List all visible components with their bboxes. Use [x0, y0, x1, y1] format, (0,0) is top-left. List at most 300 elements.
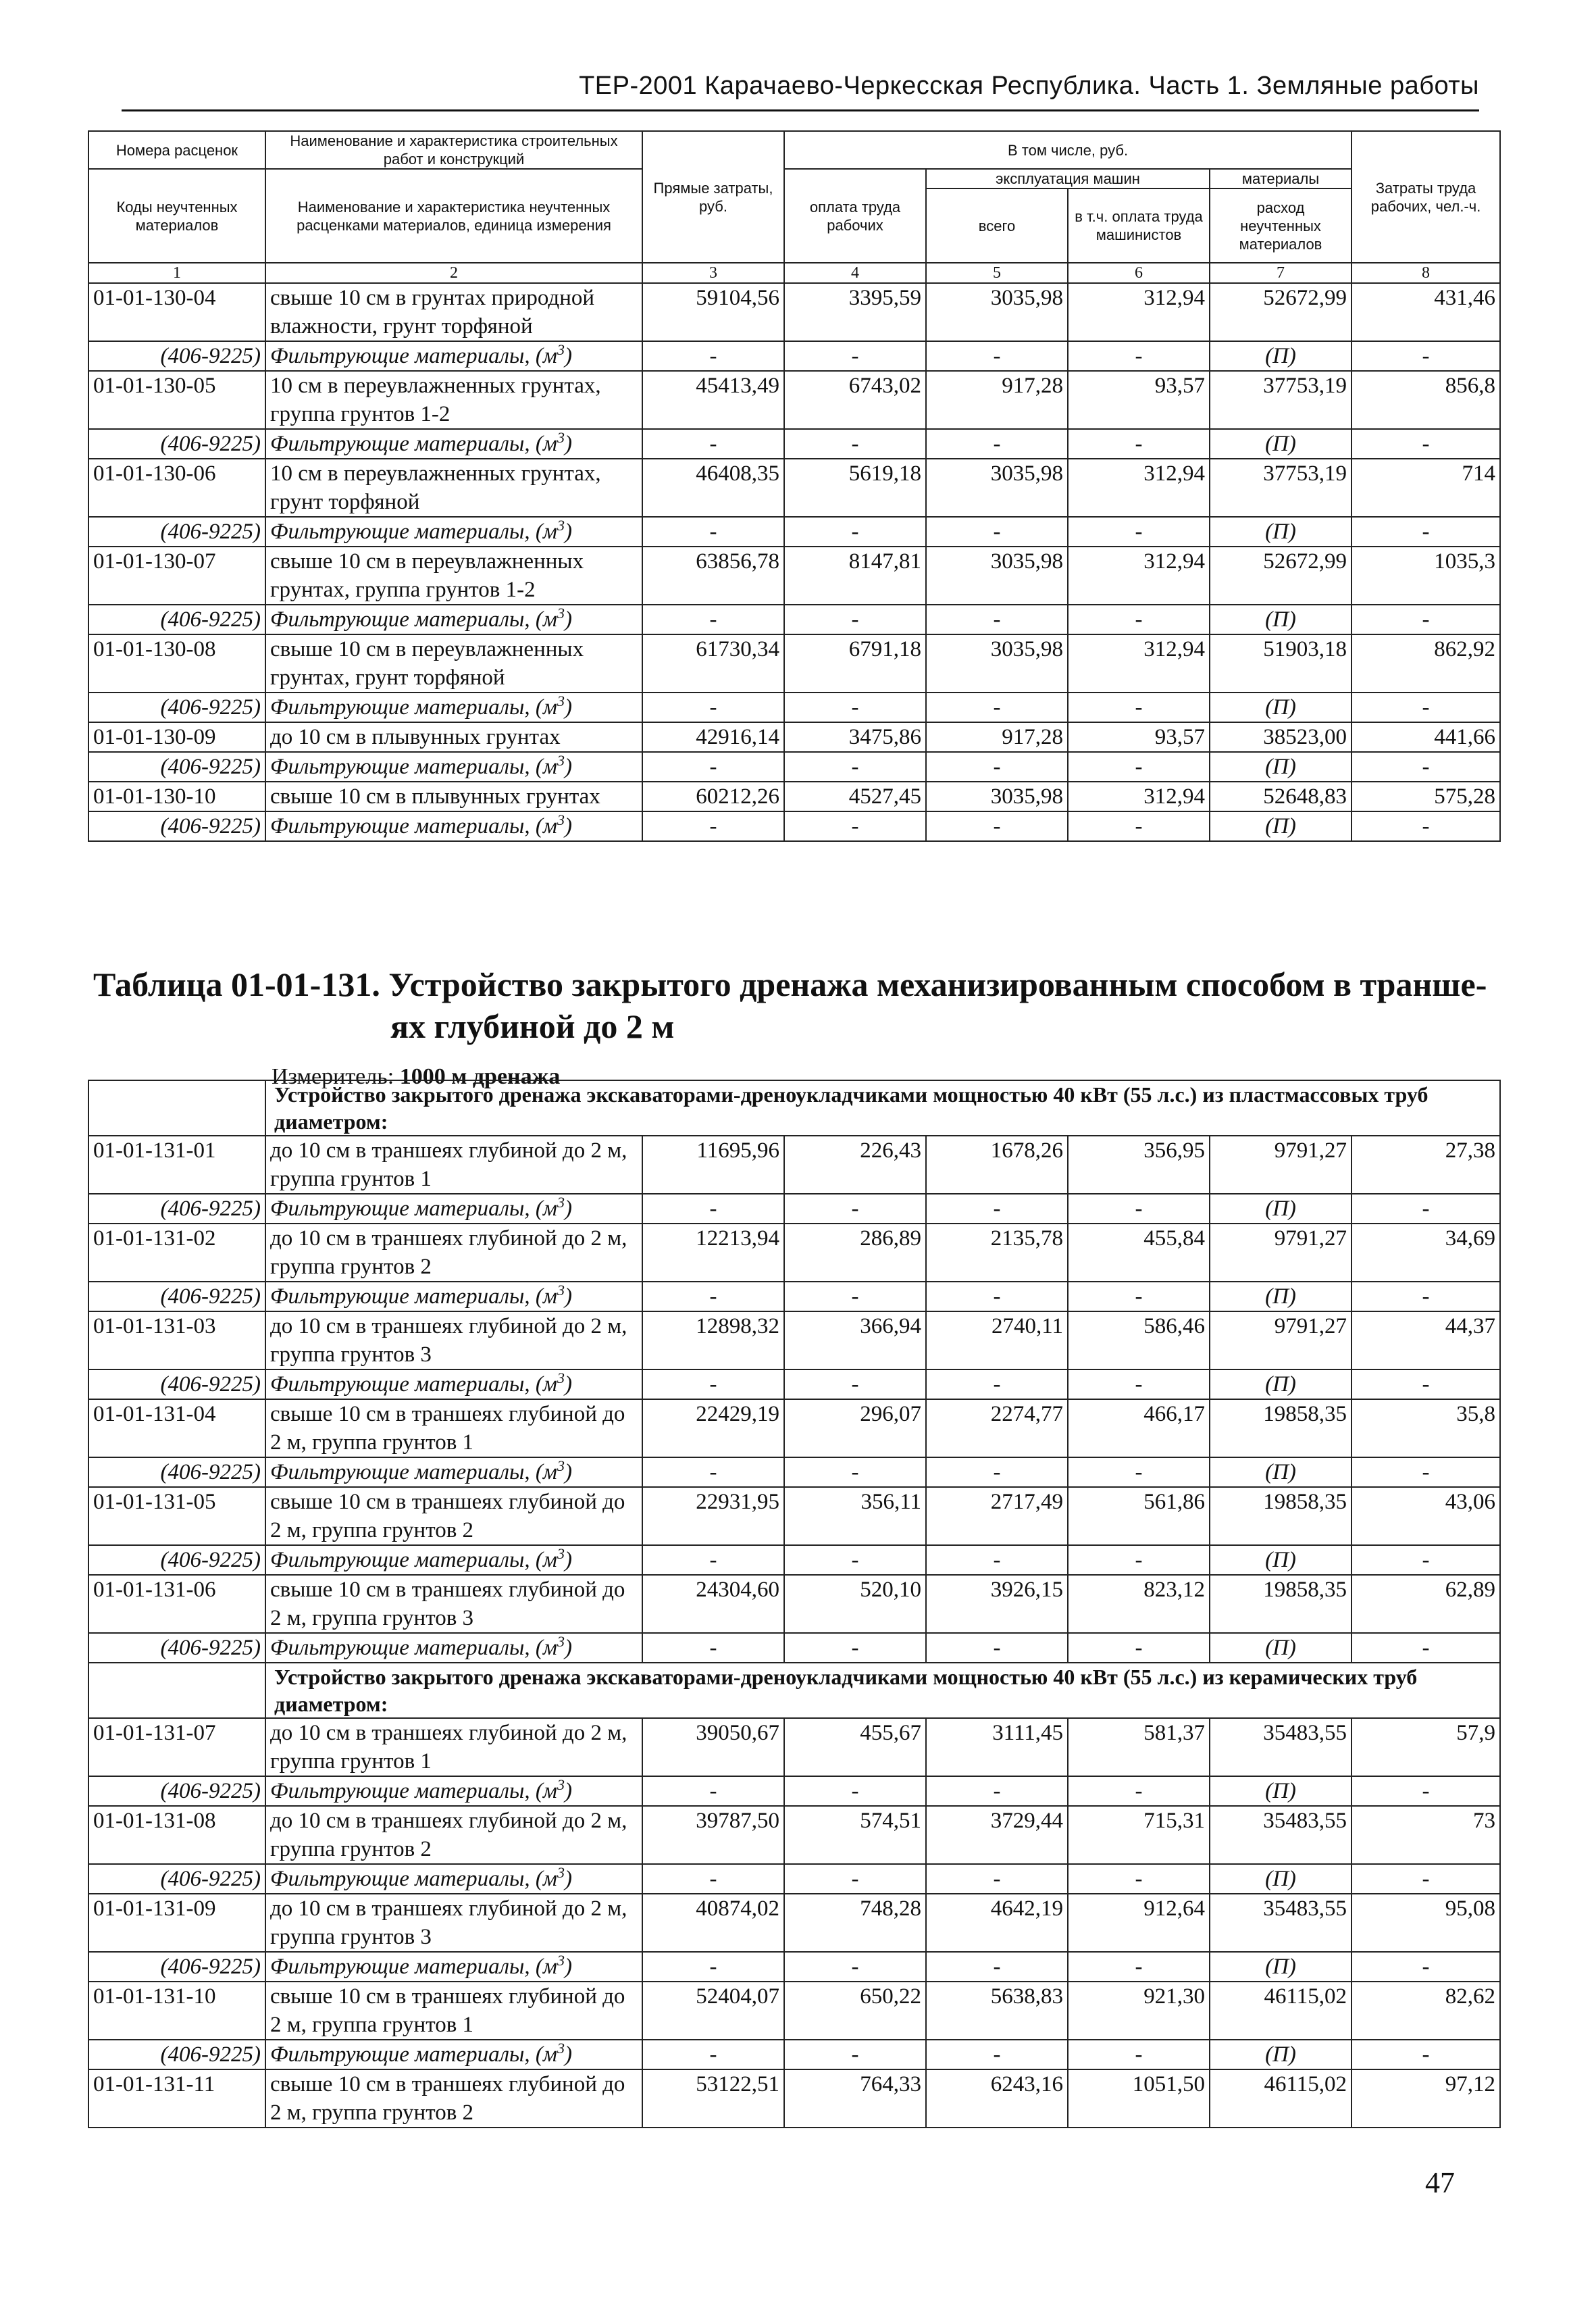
rate-machines-pay: 93,57: [1068, 371, 1210, 429]
empty-value-dash: -: [926, 605, 1068, 634]
material-price-mark: (П): [1210, 341, 1352, 371]
material-name-text: Фильтрующие материалы, (м: [270, 1779, 557, 1803]
rate-row: [88, 1575, 1500, 1633]
material-code: (406-9225): [88, 693, 265, 722]
material-code: (406-9225): [88, 1545, 265, 1575]
header-materials: материалы: [1210, 169, 1352, 188]
material-name-text: Фильтрующие материалы, (м: [270, 1867, 557, 1891]
material-price-mark: (П): [1210, 1282, 1352, 1311]
empty-value-dash: -: [1352, 1633, 1500, 1663]
rate-labor-hours: 34,69: [1352, 1224, 1500, 1282]
header-codes-bottom: Коды неучтенных материалов: [88, 169, 265, 263]
rate-labor-hours: 431,46: [1352, 283, 1500, 341]
table-title-block: [88, 945, 1499, 1092]
rate-name: свыше 10 см в плывунных грунтах: [265, 782, 642, 811]
rate-name: до 10 см в траншеях глубиной до 2 м, группа грунтов 1: [265, 1136, 642, 1194]
material-price-mark: (П): [1210, 517, 1352, 547]
rate-name: до 10 см в траншеях глубиной до 2 м, группа грунтов 2: [265, 1224, 642, 1282]
material-name-close: ): [564, 755, 572, 779]
rate-labor-hours: 35,8: [1352, 1399, 1500, 1457]
header-labor-pay: оплата труда рабочих: [784, 169, 926, 263]
rate-machines-total: 2135,78: [926, 1224, 1068, 1282]
rate-materials: 9791,27: [1210, 1136, 1352, 1194]
material-name-close: ): [564, 1955, 572, 1979]
rate-name: до 10 см в траншеях глубиной до 2 м, группа грунтов 3: [265, 1311, 642, 1369]
rate-labor-hours: 44,37: [1352, 1311, 1500, 1369]
rate-machines-pay: 312,94: [1068, 547, 1210, 605]
empty-value-dash: -: [1352, 752, 1500, 782]
column-index: 3: [642, 263, 784, 283]
empty-value-dash: -: [1068, 605, 1210, 634]
material-unit-exponent: 3: [557, 1864, 565, 1881]
material-name-close: ): [564, 2042, 572, 2067]
rate-labor-hours: 82,62: [1352, 1982, 1500, 2040]
rate-materials: 9791,27: [1210, 1311, 1352, 1369]
rate-name: до 10 см в траншеях глубиной до 2 м, группа грунтов 3: [265, 1894, 642, 1952]
column-index: 4: [784, 263, 926, 283]
header-machines: эксплуатация машин: [926, 169, 1210, 188]
rate-direct-cost: 61730,34: [642, 634, 784, 693]
material-row: [88, 341, 1500, 371]
rate-code: 01-01-131-05: [88, 1487, 265, 1545]
rate-code: 01-01-131-01: [88, 1136, 265, 1194]
material-price-mark: (П): [1210, 1457, 1352, 1487]
rate-machines-total: 5638,83: [926, 1982, 1068, 2040]
material-price-mark: (П): [1210, 752, 1352, 782]
empty-value-dash: -: [1352, 1864, 1500, 1894]
empty-value-dash: -: [1068, 1545, 1210, 1575]
header-name-bottom: Наименование и характеристика неучтенных расценками материалов, единица измерения: [265, 169, 642, 263]
empty-value-dash: -: [926, 693, 1068, 722]
rate-code: 01-01-131-08: [88, 1806, 265, 1864]
empty-value-dash: -: [642, 605, 784, 634]
rate-labor-hours: 714: [1352, 459, 1500, 517]
rate-row: [88, 1806, 1500, 1864]
rate-name: свыше 10 см в траншеях глубиной до 2 м, группа грунтов 3: [265, 1575, 642, 1633]
rate-materials: 19858,35: [1210, 1399, 1352, 1457]
material-name: [265, 1282, 642, 1311]
rate-labor-hours: 441,66: [1352, 722, 1500, 752]
rate-machines-total: 2717,49: [926, 1487, 1068, 1545]
material-name: [265, 1952, 642, 1982]
material-code: (406-9225): [88, 1864, 265, 1894]
rate-code: 01-01-131-09: [88, 1894, 265, 1952]
rate-machines-pay: 586,46: [1068, 1311, 1210, 1369]
rate-machines-total: 6243,16: [926, 2069, 1068, 2128]
rate-materials: 19858,35: [1210, 1575, 1352, 1633]
rate-materials: 46115,02: [1210, 1982, 1352, 2040]
material-price-mark: (П): [1210, 1864, 1352, 1894]
empty-value-dash: -: [642, 1864, 784, 1894]
material-unit-exponent: 3: [557, 752, 565, 769]
rate-machines-total: 2274,77: [926, 1399, 1068, 1457]
rate-name: до 10 см в траншеях глубиной до 2 м, группа грунтов 2: [265, 1806, 642, 1864]
empty-value-dash: -: [1068, 341, 1210, 371]
material-unit-exponent: 3: [557, 517, 565, 534]
material-row: [88, 1776, 1500, 1806]
section-row: [88, 1663, 1500, 1718]
empty-value-dash: -: [784, 1282, 926, 1311]
material-name: [265, 1776, 642, 1806]
rate-machines-pay: 312,94: [1068, 459, 1210, 517]
header-name-top: Наименование и характеристика строительных работ и конструкций: [265, 131, 642, 169]
empty-value-dash: -: [926, 752, 1068, 782]
material-code: (406-9225): [88, 811, 265, 841]
material-name-text: Фильтрующие материалы, (м: [270, 1955, 557, 1979]
rate-materials: 35483,55: [1210, 1718, 1352, 1776]
rate-row: [88, 547, 1500, 605]
rate-direct-cost: 60212,26: [642, 782, 784, 811]
empty-value-dash: -: [1068, 811, 1210, 841]
material-name-close: ): [564, 1460, 572, 1484]
material-name: [265, 752, 642, 782]
rate-labor-pay: 4527,45: [784, 782, 926, 811]
rate-machines-total: 917,28: [926, 371, 1068, 429]
rate-direct-cost: 22429,19: [642, 1399, 784, 1457]
material-code: (406-9225): [88, 1457, 265, 1487]
material-price-mark: (П): [1210, 1952, 1352, 1982]
material-name-close: ): [564, 432, 572, 456]
rate-code: 01-01-130-06: [88, 459, 265, 517]
material-unit-exponent: 3: [557, 429, 565, 446]
material-name-close: ): [564, 814, 572, 838]
empty-value-dash: -: [1352, 605, 1500, 634]
empty-value-dash: -: [642, 1545, 784, 1575]
material-row: [88, 605, 1500, 634]
rate-materials: 35483,55: [1210, 1894, 1352, 1952]
rate-direct-cost: 59104,56: [642, 283, 784, 341]
rate-materials: 35483,55: [1210, 1806, 1352, 1864]
material-unit-exponent: 3: [557, 1369, 565, 1386]
empty-value-dash: -: [926, 341, 1068, 371]
material-name: [265, 2040, 642, 2069]
material-price-mark: (П): [1210, 1194, 1352, 1224]
material-row: [88, 1633, 1500, 1663]
rate-code: 01-01-131-10: [88, 1982, 265, 2040]
rate-row: [88, 1718, 1500, 1776]
rate-code: 01-01-130-10: [88, 782, 265, 811]
rate-machines-total: 3926,15: [926, 1575, 1068, 1633]
rate-code: 01-01-130-08: [88, 634, 265, 693]
empty-value-dash: -: [1068, 1633, 1210, 1663]
rates-table-131: [88, 1080, 1501, 2128]
material-name-close: ): [564, 607, 572, 632]
material-name: [265, 693, 642, 722]
empty-value-dash: -: [642, 1952, 784, 1982]
empty-value-dash: -: [926, 1194, 1068, 1224]
rate-machines-pay: 93,57: [1068, 722, 1210, 752]
rate-row: [88, 283, 1500, 341]
rate-labor-hours: 57,9: [1352, 1718, 1500, 1776]
material-code: (406-9225): [88, 341, 265, 371]
column-index: 1: [88, 263, 265, 283]
material-name: [265, 1545, 642, 1575]
rate-row: [88, 1136, 1500, 1194]
empty-value-dash: -: [784, 1545, 926, 1575]
empty-value-dash: -: [642, 1633, 784, 1663]
rate-labor-hours: 43,06: [1352, 1487, 1500, 1545]
empty-value-dash: -: [642, 1282, 784, 1311]
empty-value-dash: -: [1068, 2040, 1210, 2069]
material-unit-exponent: 3: [557, 811, 565, 828]
page-number: 47: [1425, 2166, 1455, 2199]
material-name: [265, 605, 642, 634]
empty-value-dash: -: [1352, 1952, 1500, 1982]
material-row: [88, 1369, 1500, 1399]
rate-direct-cost: 24304,60: [642, 1575, 784, 1633]
material-unit-exponent: 3: [557, 2040, 565, 2057]
rate-row: [88, 2069, 1500, 2128]
material-price-mark: (П): [1210, 1633, 1352, 1663]
rate-row: [88, 1894, 1500, 1952]
rate-materials: 52672,99: [1210, 547, 1352, 605]
rate-labor-hours: 95,08: [1352, 1894, 1500, 1952]
material-price-mark: (П): [1210, 1545, 1352, 1575]
empty-value-dash: -: [642, 429, 784, 459]
rate-name: свыше 10 см в траншеях глубиной до 2 м, группа грунтов 1: [265, 1982, 642, 2040]
material-name-text: Фильтрующие материалы, (м: [270, 1636, 557, 1660]
rate-code: 01-01-131-07: [88, 1718, 265, 1776]
rate-materials: 46115,02: [1210, 2069, 1352, 2128]
empty-value-dash: -: [642, 1776, 784, 1806]
rate-name: свыше 10 см в грунтах природной влажности, грунт торфяной: [265, 283, 642, 341]
material-name: [265, 1864, 642, 1894]
rate-materials: 9791,27: [1210, 1224, 1352, 1282]
material-row: [88, 1864, 1500, 1894]
empty-value-dash: -: [926, 429, 1068, 459]
empty-value-dash: -: [1068, 429, 1210, 459]
header-materials-use: расход неучтенных материалов: [1210, 188, 1352, 263]
material-unit-exponent: 3: [557, 1952, 565, 1969]
material-name: [265, 1194, 642, 1224]
rate-labor-pay: 6791,18: [784, 634, 926, 693]
rate-code: 01-01-131-06: [88, 1575, 265, 1633]
material-row: [88, 1282, 1500, 1311]
material-code: (406-9225): [88, 1369, 265, 1399]
empty-value-dash: -: [926, 1282, 1068, 1311]
empty-value-dash: -: [926, 1864, 1068, 1894]
rate-direct-cost: 22931,95: [642, 1487, 784, 1545]
empty-value-dash: -: [784, 693, 926, 722]
material-unit-exponent: 3: [557, 1194, 565, 1211]
rate-labor-pay: 356,11: [784, 1487, 926, 1545]
empty-value-dash: -: [784, 517, 926, 547]
rate-code: 01-01-130-07: [88, 547, 265, 605]
rate-code: 01-01-131-04: [88, 1399, 265, 1457]
rate-machines-pay: 581,37: [1068, 1718, 1210, 1776]
rate-code: 01-01-130-04: [88, 283, 265, 341]
material-code: (406-9225): [88, 1194, 265, 1224]
material-name-text: Фильтрующие материалы, (м: [270, 344, 557, 368]
material-name-text: Фильтрующие материалы, (м: [270, 1548, 557, 1572]
material-code: (406-9225): [88, 429, 265, 459]
empty-value-dash: -: [1352, 1282, 1500, 1311]
material-price-mark: (П): [1210, 693, 1352, 722]
empty-value-dash: -: [784, 752, 926, 782]
material-price-mark: (П): [1210, 2040, 1352, 2069]
material-name: [265, 429, 642, 459]
rate-labor-hours: 97,12: [1352, 2069, 1500, 2128]
empty-value-dash: -: [784, 2040, 926, 2069]
material-price-mark: (П): [1210, 1776, 1352, 1806]
material-unit-exponent: 3: [557, 1633, 565, 1650]
section-code-empty: [88, 1663, 265, 1718]
table-title: [93, 963, 1499, 1047]
material-name: [265, 341, 642, 371]
rate-machines-total: 3035,98: [926, 283, 1068, 341]
header-machines-pay: в т.ч. оплата труда машинистов: [1068, 188, 1210, 263]
empty-value-dash: -: [642, 752, 784, 782]
material-name: [265, 1369, 642, 1399]
rate-direct-cost: 45413,49: [642, 371, 784, 429]
rate-direct-cost: 52404,07: [642, 1982, 784, 2040]
rate-materials: 51903,18: [1210, 634, 1352, 693]
rate-direct-cost: 39787,50: [642, 1806, 784, 1864]
rate-row: [88, 371, 1500, 429]
empty-value-dash: -: [642, 2040, 784, 2069]
rate-labor-pay: 3475,86: [784, 722, 926, 752]
material-name-close: ): [564, 1372, 572, 1397]
rate-direct-cost: 40874,02: [642, 1894, 784, 1952]
rate-machines-total: 3035,98: [926, 547, 1068, 605]
empty-value-dash: -: [784, 1633, 926, 1663]
empty-value-dash: -: [1352, 1776, 1500, 1806]
material-row: [88, 429, 1500, 459]
material-row: [88, 1545, 1500, 1575]
empty-value-dash: -: [642, 517, 784, 547]
rate-name: свыше 10 см в траншеях глубиной до 2 м, группа грунтов 1: [265, 1399, 642, 1457]
rate-name: свыше 10 см в переувлажненных грунтах, грунт торфяной: [265, 634, 642, 693]
empty-value-dash: -: [784, 429, 926, 459]
rate-labor-pay: 366,94: [784, 1311, 926, 1369]
material-unit-exponent: 3: [557, 1776, 565, 1793]
material-row: [88, 1952, 1500, 1982]
page-header: [122, 68, 1479, 111]
rate-row: [88, 634, 1500, 693]
rate-row: [88, 1224, 1500, 1282]
empty-value-dash: -: [784, 1369, 926, 1399]
rate-labor-hours: 27,38: [1352, 1136, 1500, 1194]
empty-value-dash: -: [926, 1633, 1068, 1663]
header-labor: Затраты труда рабочих, чел.-ч.: [1352, 131, 1500, 263]
material-name: [265, 1633, 642, 1663]
column-index: 5: [926, 263, 1068, 283]
rate-row: [88, 1487, 1500, 1545]
empty-value-dash: -: [1352, 1194, 1500, 1224]
rate-machines-total: 3035,98: [926, 782, 1068, 811]
material-price-mark: (П): [1210, 429, 1352, 459]
section-row: [88, 1080, 1500, 1136]
column-index: 7: [1210, 263, 1352, 283]
material-name-close: ): [564, 1867, 572, 1891]
meter-label: Измеритель:: [272, 1064, 394, 1089]
empty-value-dash: -: [642, 811, 784, 841]
empty-value-dash: -: [1068, 1282, 1210, 1311]
rate-name: 10 см в переувлажненных грунтах, грунт торфяной: [265, 459, 642, 517]
meter-value: 1000 м дренажа: [399, 1064, 561, 1089]
rate-name: свыше 10 см в переувлажненных грунтах, группа грунтов 1-2: [265, 547, 642, 605]
table-title-line2: ях глубиной до 2 м: [390, 1007, 675, 1045]
rate-machines-pay: 912,64: [1068, 1894, 1210, 1952]
empty-value-dash: -: [1352, 2040, 1500, 2069]
empty-value-dash: -: [1352, 429, 1500, 459]
rate-materials: 19858,35: [1210, 1487, 1352, 1545]
empty-value-dash: -: [926, 1369, 1068, 1399]
section-code-empty: [88, 1080, 265, 1136]
material-name-text: Фильтрующие материалы, (м: [270, 755, 557, 779]
empty-value-dash: -: [1068, 517, 1210, 547]
rate-machines-pay: 921,30: [1068, 1982, 1210, 2040]
rate-code: 01-01-131-11: [88, 2069, 265, 2128]
column-index: 8: [1352, 263, 1500, 283]
material-row: [88, 2040, 1500, 2069]
rate-materials: 52672,99: [1210, 283, 1352, 341]
material-name-text: Фильтрующие материалы, (м: [270, 1284, 557, 1309]
rate-machines-pay: 1051,50: [1068, 2069, 1210, 2128]
rate-labor-pay: 455,67: [784, 1718, 926, 1776]
material-price-mark: (П): [1210, 1369, 1352, 1399]
material-name-close: ): [564, 1636, 572, 1660]
rate-machines-pay: 466,17: [1068, 1399, 1210, 1457]
section-title: Устройство закрытого дренажа экскаваторами-дреноукладчиками мощностью 40 кВт (55 л.с.) из керамических труб диаметром:: [265, 1663, 1500, 1718]
rate-code: 01-01-131-02: [88, 1224, 265, 1282]
rates-table: [88, 130, 1501, 842]
empty-value-dash: -: [784, 1776, 926, 1806]
rate-row: [88, 1311, 1500, 1369]
rate-labor-pay: 6743,02: [784, 371, 926, 429]
material-unit-exponent: 3: [557, 605, 565, 622]
rate-direct-cost: 46408,35: [642, 459, 784, 517]
rate-labor-pay: 764,33: [784, 2069, 926, 2128]
table-title-line1: Таблица 01-01-131. Устройство закрытого дренажа механизированным способом в транше-: [93, 965, 1487, 1003]
empty-value-dash: -: [1352, 1457, 1500, 1487]
rate-machines-pay: 455,84: [1068, 1224, 1210, 1282]
rate-machines-total: 3035,98: [926, 459, 1068, 517]
rate-direct-cost: 12213,94: [642, 1224, 784, 1282]
rate-name: до 10 см в траншеях глубиной до 2 м, группа грунтов 1: [265, 1718, 642, 1776]
material-name-text: Фильтрующие материалы, (м: [270, 1197, 557, 1221]
empty-value-dash: -: [926, 1952, 1068, 1982]
empty-value-dash: -: [1068, 1864, 1210, 1894]
rate-name: до 10 см в плывунных грунтах: [265, 722, 642, 752]
empty-value-dash: -: [1352, 811, 1500, 841]
material-name-text: Фильтрующие материалы, (м: [270, 2042, 557, 2067]
empty-value-dash: -: [642, 1369, 784, 1399]
empty-value-dash: -: [1068, 752, 1210, 782]
header-direct: Прямые затраты, руб.: [642, 131, 784, 263]
rate-labor-pay: 748,28: [784, 1894, 926, 1952]
material-name: [265, 811, 642, 841]
rate-row: [88, 782, 1500, 811]
empty-value-dash: -: [926, 1457, 1068, 1487]
rate-labor-hours: 575,28: [1352, 782, 1500, 811]
empty-value-dash: -: [1068, 1457, 1210, 1487]
material-code: (406-9225): [88, 1776, 265, 1806]
rate-labor-pay: 520,10: [784, 1575, 926, 1633]
rate-materials: 52648,83: [1210, 782, 1352, 811]
empty-value-dash: -: [926, 517, 1068, 547]
rate-machines-pay: 312,94: [1068, 283, 1210, 341]
rate-machines-total: 1678,26: [926, 1136, 1068, 1194]
empty-value-dash: -: [926, 811, 1068, 841]
material-name-close: ): [564, 1284, 572, 1309]
rate-labor-pay: 650,22: [784, 1982, 926, 2040]
rate-labor-hours: 62,89: [1352, 1575, 1500, 1633]
rate-code: 01-01-130-09: [88, 722, 265, 752]
rate-direct-cost: 39050,67: [642, 1718, 784, 1776]
rate-machines-pay: 715,31: [1068, 1806, 1210, 1864]
empty-value-dash: -: [642, 341, 784, 371]
